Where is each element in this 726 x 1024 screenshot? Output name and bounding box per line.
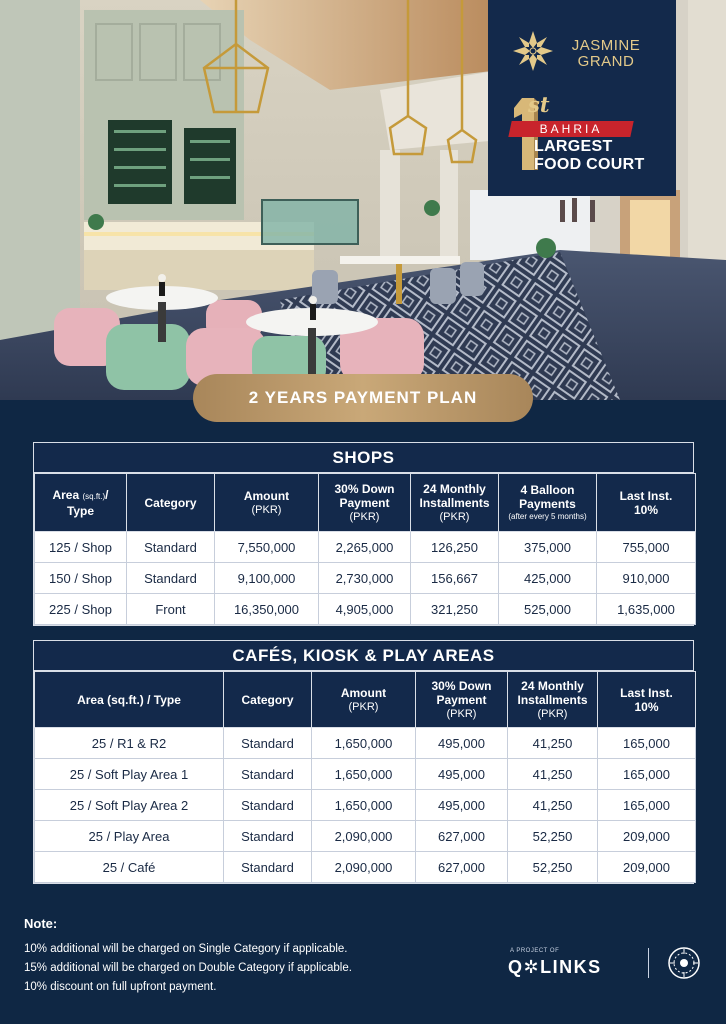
- cell-area: 25 / Soft Play Area 1: [35, 759, 224, 790]
- cafes-col-amount-label: Amount: [340, 685, 387, 700]
- cell-amount: 1,650,000: [312, 759, 416, 790]
- cell-area: 25 / R1 & R2: [35, 728, 224, 759]
- shops-col-amount-label: Amount: [243, 488, 290, 503]
- payment-plan-title: 2 YEARS PAYMENT PLAN: [193, 374, 533, 422]
- cell-area: 25 / Soft Play Area 2: [35, 790, 224, 821]
- cell-balloon: 525,000: [499, 594, 597, 625]
- cafes-col-area: Area (sq.ft.) / Type: [35, 672, 224, 728]
- cell-amount: 1,650,000: [312, 728, 416, 759]
- badge-rank-suffix: st: [528, 92, 550, 117]
- brand-name-line1: JASMINE: [571, 37, 641, 54]
- cell-last: 209,000: [598, 821, 696, 852]
- table-row: [35, 594, 696, 625]
- cell-category: Standard: [224, 821, 312, 852]
- shops-col-last-line1: Last Inst.: [619, 488, 673, 503]
- notes-title: Note:: [24, 916, 58, 931]
- shops-col-balloon-note: (after every 5 months): [508, 512, 587, 521]
- table-row: [35, 563, 696, 594]
- cell-category: Standard: [127, 532, 215, 563]
- note-item: 10% discount on full upfront payment.: [24, 981, 217, 993]
- note-item: 10% additional will be charged on Single Category if applicable.: [24, 943, 348, 955]
- cell-down: 2,265,000: [319, 532, 411, 563]
- cafes-col-down-line1: 30% Down: [431, 678, 492, 693]
- cell-down: 627,000: [416, 852, 508, 883]
- brand-card: [488, 0, 676, 196]
- cell-monthly: 41,250: [508, 790, 598, 821]
- cell-down: 495,000: [416, 759, 508, 790]
- cafes-table-title: CAFÉS, KIOSK & PLAY AREAS: [34, 641, 693, 671]
- company-emblem-icon: [667, 946, 701, 980]
- footer-divider: [648, 948, 649, 978]
- shops-col-monthly-line2: Installments: [419, 495, 490, 510]
- cell-amount: 2,090,000: [312, 852, 416, 883]
- cell-amount: 1,650,000: [312, 790, 416, 821]
- shops-col-amount: [215, 474, 319, 532]
- notes-list: [24, 940, 352, 997]
- cell-balloon: 375,000: [499, 532, 597, 563]
- shops-col-area-label: Area: [52, 487, 80, 502]
- badge-title-line1: LARGEST: [534, 138, 613, 155]
- table-row: [35, 532, 696, 563]
- shops-col-balloon: [499, 474, 597, 532]
- shops-col-down: [319, 474, 411, 532]
- cafes-col-monthly-line1: 24 Monthly: [521, 678, 584, 693]
- cell-category: Standard: [224, 790, 312, 821]
- shops-col-area-slash: /: [105, 487, 109, 502]
- shops-col-down-line1: 30% Down: [334, 481, 395, 496]
- cell-monthly: 52,250: [508, 852, 598, 883]
- cell-category: Standard: [127, 563, 215, 594]
- cafes-kiosk-play-table: [33, 640, 694, 884]
- cell-last: 755,000: [597, 532, 696, 563]
- cell-last: 165,000: [598, 790, 696, 821]
- brand-name: [564, 38, 648, 70]
- cell-balloon: 425,000: [499, 563, 597, 594]
- badge-title-line2: FOOD COURT: [534, 156, 645, 173]
- cell-monthly: 321,250: [411, 594, 499, 625]
- cell-last: 1,635,000: [597, 594, 696, 625]
- shops-col-area-type: Type: [66, 503, 95, 518]
- cell-amount: 16,350,000: [215, 594, 319, 625]
- cell-monthly: 126,250: [411, 532, 499, 563]
- shops-col-last-line2: 10%: [633, 502, 659, 517]
- cafes-col-last-line2: 10%: [634, 699, 659, 714]
- badge-ribbon-text: BAHRIA: [539, 122, 603, 136]
- cell-monthly: 156,667: [411, 563, 499, 594]
- table-row: [35, 759, 696, 790]
- qlinks-logo: Q✲LINKS: [508, 957, 602, 977]
- shops-col-monthly-unit: (PKR): [439, 510, 470, 523]
- cafes-col-amount-unit: (PKR): [348, 700, 379, 713]
- cell-down: 495,000: [416, 728, 508, 759]
- cell-down: 627,000: [416, 821, 508, 852]
- cafes-col-down-unit: (PKR): [446, 707, 477, 720]
- note-item: 15% additional will be charged on Double Category if applicable.: [24, 962, 352, 974]
- table-row: [35, 790, 696, 821]
- cell-area: 125 / Shop: [35, 532, 127, 563]
- cell-category: Standard: [224, 852, 312, 883]
- cell-amount: 7,550,000: [215, 532, 319, 563]
- cell-last: 165,000: [598, 728, 696, 759]
- table-row: [35, 821, 696, 852]
- cell-area: 25 / Café: [35, 852, 224, 883]
- shops-col-down-unit: (PKR): [349, 510, 380, 523]
- shops-col-balloon-line1: 4 Balloon: [520, 483, 575, 497]
- cafes-header-row: [35, 672, 696, 728]
- shops-table: [33, 442, 694, 626]
- shops-header-row: [35, 474, 696, 532]
- cell-down: 495,000: [416, 790, 508, 821]
- cell-down: 2,730,000: [319, 563, 411, 594]
- brand-name-line2: GRAND: [577, 53, 635, 70]
- shops-col-down-line2: Payment: [339, 495, 390, 510]
- cafes-col-category: Category: [224, 672, 312, 728]
- cell-amount: 2,090,000: [312, 821, 416, 852]
- cafes-col-monthly-unit: (PKR): [537, 707, 568, 720]
- shops-col-monthly-line1: 24 Monthly: [423, 481, 486, 496]
- shops-col-area-unit: (sq.ft.): [82, 491, 106, 501]
- cell-monthly: 52,250: [508, 821, 598, 852]
- cell-down: 4,905,000: [319, 594, 411, 625]
- shops-col-monthly: [411, 474, 499, 532]
- shops-col-balloon-line2: Payments: [519, 497, 576, 511]
- cafes-col-monthly: [508, 672, 598, 728]
- project-of-label: A PROJECT OF: [510, 948, 560, 954]
- cell-category: Standard: [224, 759, 312, 790]
- jasmine-flower-logo-icon: [510, 28, 556, 74]
- cell-area: 225 / Shop: [35, 594, 127, 625]
- table-row: [35, 728, 696, 759]
- cell-category: Front: [127, 594, 215, 625]
- cafes-col-amount: [312, 672, 416, 728]
- shops-col-amount-unit: (PKR): [251, 503, 282, 516]
- shops-col-last: [597, 474, 696, 532]
- cafes-col-last: [598, 672, 696, 728]
- cell-last: 165,000: [598, 759, 696, 790]
- cafes-col-last-line1: Last Inst.: [620, 685, 673, 700]
- cell-last: 209,000: [598, 852, 696, 883]
- cell-area: 25 / Play Area: [35, 821, 224, 852]
- cell-amount: 9,100,000: [215, 563, 319, 594]
- cafes-col-down: [416, 672, 508, 728]
- cell-category: Standard: [224, 728, 312, 759]
- cell-last: 910,000: [597, 563, 696, 594]
- cafes-col-down-line2: Payment: [436, 692, 487, 707]
- shops-table-title: SHOPS: [34, 443, 693, 473]
- cell-area: 150 / Shop: [35, 563, 127, 594]
- shops-col-area: [35, 474, 127, 532]
- cell-monthly: 41,250: [508, 728, 598, 759]
- cafes-col-monthly-line2: Installments: [517, 692, 588, 707]
- cell-monthly: 41,250: [508, 759, 598, 790]
- table-row: [35, 852, 696, 883]
- shops-col-category: Category: [127, 474, 215, 532]
